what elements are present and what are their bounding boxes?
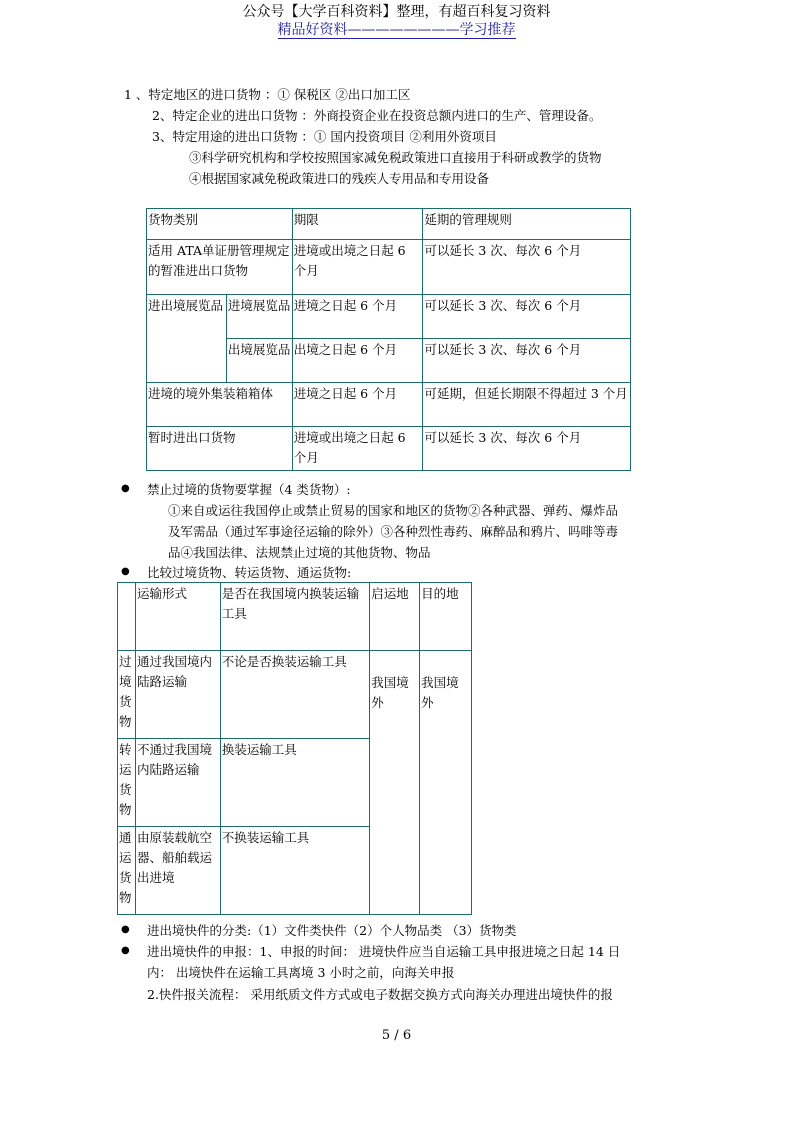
prohibited-line-2: 及军需品（通过军事途径运输的除外）③各种烈性毒药、麻醉品和鸦片、吗啡等毒 <box>168 524 619 539</box>
table-cell: 暂时进出口货物 <box>147 427 293 471</box>
table-header: 启运地 <box>370 583 420 651</box>
table-header <box>118 583 136 651</box>
start-place-cell: 我国境外 <box>370 651 420 915</box>
prohibited-line-1: ①来自或运往我国停止或禁止贸易的国家和地区的货物②各种武器、弹药、爆炸品 <box>168 503 619 518</box>
table-cell: 可以延长 3 次、每次 6 个月 <box>423 427 631 471</box>
bullet-icon: ● <box>121 566 130 577</box>
table-row-label: 通运货物 <box>118 827 136 915</box>
table-cell: 通过我国境内陆路运输 <box>135 651 220 739</box>
table-header: 货物类别 <box>147 209 293 240</box>
header-line-2[interactable] <box>0 21 793 39</box>
bullet-icon: ● <box>121 945 130 956</box>
table-cell: 由原装载航空器、船舶载运出进境 <box>135 827 220 915</box>
table-cell: 进境之日起 6 个月 <box>292 295 423 339</box>
prohibited-title: 禁止过境的货物要掌握（4 类货物）: <box>147 482 351 497</box>
prohibited-line-3: 品④我国法律、法规禁止过境的其他货物、物品 <box>168 545 431 560</box>
dest-place-cell: 我国境外 <box>420 651 472 915</box>
table-cell: 进境或出境之日起 6 个月 <box>292 427 423 471</box>
list-item-2: 2、特定企业的进出口货物 ：外商投资企业在投资总额内进口的生产、管理设备。 <box>152 108 602 123</box>
bullet-icon: ● <box>121 924 130 935</box>
table-cell: 出境之日起 6 个月 <box>292 339 423 383</box>
list-item-3: 3、特定用途的进出口货物 ：① 国内投资项目 ②利用外资项目 <box>152 129 497 144</box>
table-cell-group: 进出境展览品 <box>147 295 227 383</box>
header-line-1: 公众号【大学百科资料】整理，有超百科复习资料 <box>242 4 551 20</box>
table-cell: 进境或出境之日起 6 个月 <box>292 240 423 295</box>
table-header: 期限 <box>292 209 423 240</box>
compare-title: 比较过境货物、转运货物、通运货物: <box>147 565 352 580</box>
table-row-label: 过境货物 <box>118 651 136 739</box>
table-header: 延期的管理规则 <box>423 209 631 240</box>
table-cell: 不论是否换装运输工具 <box>220 651 369 739</box>
table-cell: 换装运输工具 <box>220 739 369 827</box>
table-cell: 可以延长 3 次、每次 6 个月 <box>423 240 631 295</box>
express-classify: 进出境快件的分类:（1）文件类快件（2）个人物品类 （3）货物类 <box>147 923 517 938</box>
table-cell: 可以延长 3 次、每次 6 个月 <box>423 295 631 339</box>
header-link[interactable]: 精品好资料————————学习推荐 <box>277 22 516 38</box>
list-item-1: 1 、特定地区的进口货物 ：① 保税区 ②出口加工区 <box>124 87 411 102</box>
table-header: 运输形式 <box>135 583 220 651</box>
bullet-icon: ● <box>121 483 130 494</box>
table-cell: 进境之日起 6 个月 <box>292 383 423 427</box>
page-number: 5 / 6 <box>381 1028 412 1043</box>
table-cell: 进境的境外集装箱箱体 <box>147 383 293 427</box>
table-cell: 不换装运输工具 <box>220 827 369 915</box>
express-declare-line-3: 2.快件报关流程： 采用纸质文件方式或电子数据交换方式向海关办理进出境快件的报 <box>147 987 613 1002</box>
express-declare-line-2: 内： 出境快件在运输工具离境 3 小时之前，向海关申报 <box>147 965 455 980</box>
table-header: 目的地 <box>420 583 472 651</box>
table-cell: 出境展览品 <box>226 339 292 383</box>
express-declare-line-1: 进出境快件的申报：1、申报的时间： 进境快件应当自运输工具申报进境之日起 14 日 <box>147 944 621 959</box>
list-item-3b: ④根据国家减免税政策进口的残疾人专用品和专用设备 <box>189 171 490 186</box>
table-row-label: 转运货物 <box>118 739 136 827</box>
table-cell: 可延期，但延长期限不得超过 3 个月 <box>423 383 631 427</box>
temporary-goods-table <box>146 208 631 471</box>
table-header: 是否在我国境内换装运输工具 <box>220 583 369 651</box>
list-item-3a: ③科学研究机构和学校按照国家减免税政策进口直接用于科研或教学的货物 <box>189 150 602 165</box>
compare-goods-table <box>117 582 472 915</box>
table-cell: 进境展览品 <box>226 295 292 339</box>
table-cell: 适用 ATA单证册管理规定的暂准进出口货物 <box>147 240 293 295</box>
table-cell: 可以延长 3 次、每次 6 个月 <box>423 339 631 383</box>
table-cell: 不通过我国境内陆路运输 <box>135 739 220 827</box>
